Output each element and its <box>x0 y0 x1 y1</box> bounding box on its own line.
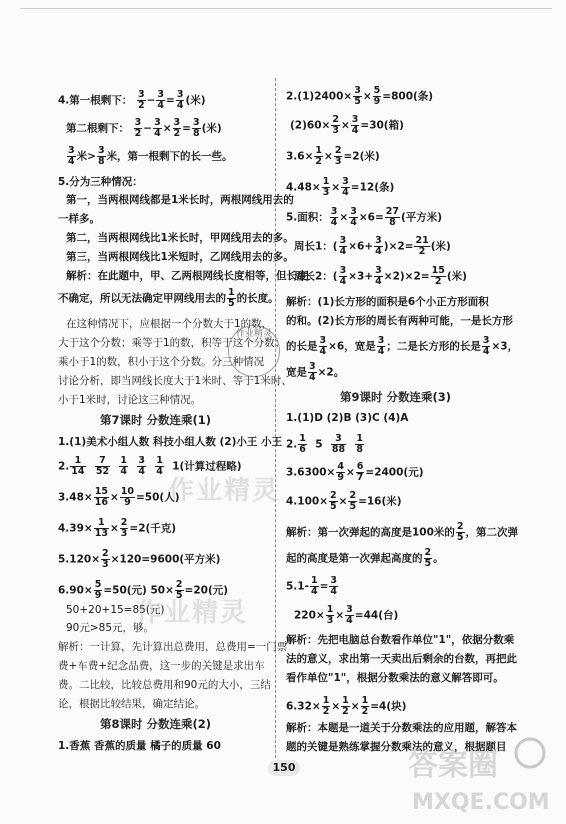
lesson9-q5e: 看作单位"1"，根据分数乘法的意义解答即可。 <box>286 672 504 684</box>
lesson9-q6a: 解析：本题是一道关于分数乘法的应用题，解答本 <box>286 722 517 734</box>
r-q2b: (2)60× $\frac{2}{3}$ × $\frac{3}{4}$ =30(箱) <box>290 114 404 136</box>
section-heading-8: 第8课时 分数连乘(2) <box>100 717 212 731</box>
lesson9-q2: 2. $\frac{1}{6}$ 5 $\frac{3}{88}$ $\frac{1}{8}$ <box>286 433 364 455</box>
lesson9-q5d: 法的意义，求出第一天卖出后剩余的台数，再把此 <box>286 653 517 665</box>
site-logo <box>408 735 548 815</box>
answer-5-analysis5: 乘小于1的数，积小于这个分数。分三种情况 <box>58 356 265 368</box>
lesson7-q6g: 费。二比较，比较总费用和90元的大小，三结 <box>58 679 271 691</box>
lesson9-q6: 6.32× $\frac{1}{2}$ × $\frac{1}{2}$ × $\frac{1}{2}$ =4(块) <box>286 695 407 717</box>
lesson9-q5a: 5.1- $\frac{1}{4}$ = $\frac{3}{4}$ <box>286 575 338 597</box>
answer-5-line4: 第三，当两根网线比1米短时，乙网线用去的多。 <box>66 251 294 263</box>
r-q2a: 2.(1)2400× $\frac{3}{5}$ × $\frac{5}{9}$ =800(条) <box>286 85 434 107</box>
lesson7-q3: 3.48× $\frac{15}{16}$ × $\frac{10}{9}$ =50(人) <box>58 486 180 508</box>
watermark: 作业精灵 <box>168 476 281 506</box>
answer-5-line1: 第一，当两根网线都是1米长时，两根网线用去的 <box>66 194 294 206</box>
r-q5e: 的长是 $\frac{3}{4}$ ×6，宽是 $\frac{3}{4}$ ；二是长方形的长是 $\frac{3}{4}$ ×3， <box>286 335 519 357</box>
lesson9-q6b: 题的关键是熟练掌握分数乘法的意义，根据题目 <box>286 741 507 753</box>
lesson9-q4c: 起的高度是第一次弹起高度的 $\frac{2}{5}$ 。 <box>286 547 444 569</box>
r-q3: 3.6× $\frac{1}{2}$ × $\frac{2}{3}$ =2(米) <box>286 145 380 167</box>
r-q5f: 宽是 $\frac{3}{4}$ ×2。 <box>286 361 345 383</box>
answer-5-title: 5.分为三种情况： <box>58 176 143 188</box>
answer-4a: 4.第一根剩下： $\frac{3}{2}$ − $\frac{3}{4}$ = $\frac{3}{4}$ (米) <box>58 89 206 111</box>
r-q5d: 的和。(2)长方形的周长有两种可能，一是长方形 <box>286 315 513 327</box>
lesson7-q1: 1.(1)美术小组人数 科技小组人数 (2)小王 小王 <box>58 436 283 448</box>
r-q4: 4.48× $\frac{1}{3}$ × $\frac{3}{4}$ =12(条) <box>286 176 395 198</box>
lesson7-q6d: 90元>85元，够。 <box>66 622 155 634</box>
r-q5b: 周长2：( $\frac{3}{4}$ ×3+ $\frac{3}{4}$ ×2)×2= $\frac{15}{2}$ (米) <box>294 265 467 287</box>
svg-text:MXQE.COM: MXQE.COM <box>412 790 548 815</box>
r-q5a: 周长1：( $\frac{3}{4}$ ×6+ $\frac{3}{4}$ )×2= $\frac{21}{2}$ (米) <box>294 235 451 257</box>
lesson7-q5: 5.120× $\frac{2}{3}$ ×120=9600(平方米) <box>58 548 221 570</box>
lesson9-q4a: 解析：第一次弹起的高度是100米的 $\frac{2}{5}$ ，第二次弹 <box>286 521 519 543</box>
answer-5-analysis1: 解析：在此题中，甲、乙两根网线长度相等，但长度 <box>66 270 308 282</box>
svg-text:答案圈: 答案圈 <box>408 748 498 783</box>
lesson7-q2: 2. $\frac{1}{14}$ $\frac{7}{52}$ $\frac{1}{4}$ $\frac{3}{4}$ $\frac{1}{4}$ 1(计算过程略) <box>58 455 242 477</box>
answer-5-analysis7: 小于1米时，讨论这三种情况。 <box>58 394 202 406</box>
section-heading-9: 第9课时 分数连乘(3) <box>340 390 452 404</box>
r-q5c: 解析：(1)长方形的面积是6个小正方形面积 <box>286 296 489 308</box>
page-edge <box>20 8 552 9</box>
lesson8-q1: 1.香蕉 香蕉的质量 橘子的质量 60 <box>58 740 221 752</box>
lesson9-q3: 3.6300× $\frac{4}{9}$ × $\frac{6}{7}$ =2400(元) <box>286 461 424 483</box>
lesson7-q6c: 50+20+15=85(元) <box>66 604 165 616</box>
lesson9-q4: 4.100× $\frac{2}{5}$ × $\frac{2}{5}$ =16(米) <box>286 490 402 512</box>
watermark: 作业精灵 <box>136 598 249 628</box>
lesson7-q6a: 6.90× $\frac{5}{9}$ =50(元) 50× $\frac{2}{5}$ =20(元) <box>58 579 229 601</box>
answer-4b: 第二根剩下： $\frac{3}{2}$ − $\frac{3}{4}$ × $\frac{3}{2}$ = $\frac{3}{8}$ (米) <box>66 117 222 139</box>
lesson9-q1: 1.(1)D (2)B (3)C (4)A <box>286 412 409 424</box>
answer-5-line3: 第二，当两根网线比1米长时，甲网线用去的多。 <box>66 232 294 244</box>
answer-5-analysis3: 在这种情况下，应根据一个分数大于1的数， <box>66 318 273 330</box>
answer-5-analysis4: 大于这个分数；乘等于1的数，积等于这个分数； <box>58 337 286 349</box>
section-heading-7: 第7课时 分数连乘(1) <box>100 413 212 427</box>
lesson7-q4: 4.39× $\frac{1}{13}$ × $\frac{2}{3}$ =2(千克) <box>58 517 177 539</box>
lesson7-q6h: 论，根据比较结果，确定结论。 <box>58 698 205 710</box>
answer-4c: $\frac{3}{4}$ 米> $\frac{3}{8}$ 米，第一根剩下的长一些。 <box>68 145 233 167</box>
answer-5-analysis2: 不确定，所以无法确定甲网线用去的 $\frac{1}{5}$ 的长度。 <box>58 287 279 309</box>
stamp-watermark: 作业精灵 <box>228 325 280 377</box>
lesson9-q5b: 220× $\frac{1}{3}$ × $\frac{3}{4}$ =44(台) <box>294 604 399 626</box>
lesson7-q6e: 解析：一计算，先计算出总费用，总费用=一门票 <box>58 641 288 653</box>
page-number: 150 <box>268 760 300 776</box>
answer-5-analysis6: 讨论分析，即当网线长度大于1米时、等于1米时、 <box>58 375 292 387</box>
column-divider <box>275 78 276 758</box>
r-q5: 5.面积： $\frac{3}{4}$ × $\frac{3}{4}$ ×6= $\frac{27}{8}$ (平方米) <box>286 206 443 228</box>
lesson7-q6f: 费+车费+纪念品费，这一步的关键是求出车 <box>58 660 265 672</box>
lesson9-q5c: 解析：先把电脑总台数看作单位"1"，依据分数乘 <box>286 634 515 646</box>
answer-5-line2: 一样多。 <box>58 213 100 225</box>
